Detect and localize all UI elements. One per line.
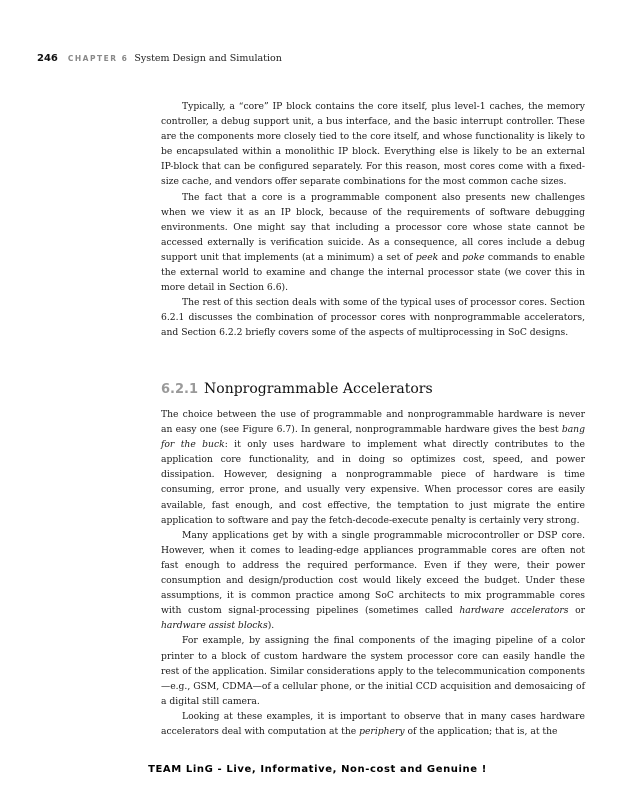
text-run: or xyxy=(568,605,585,617)
text-run: The choice between the use of programmable and nonprogrammable hardware is never an easy one (see Figure 6.7). In general, nonprogrammable hardware gives the best xyxy=(161,409,585,436)
chapter-title: System Design and Simulation xyxy=(134,53,282,64)
paragraph: Typically, a “core” IP block contains the core itself, plus level-1 caches, the memory controller, a debug support unit, a bus interface, and the basic interrupt controller. These are the components more closely tied to the core itself, and whose functionality is likely to be encapsulated within a monolithic IP block. Everything else is likely to be an external IP-block that can be configured separately. For this reason, most cores come with a fixed-size cache, and vendors offer separate combinations for the most common cache sizes. xyxy=(161,101,585,188)
running-header xyxy=(37,53,282,64)
text-run: Many applications get by with a single programmable microcontroller or DSP core. However, when it comes to leading-edge appliances programmable cores are often not fast enough to address the required performance. Even if they were, their power consumption and design/production cost would likely exceed the budget. Under these assumptions, it is common practice among SoC architects to mix programmable cores with custom signal-processing pipelines (sometimes called xyxy=(161,529,585,617)
section-title: Nonprogrammable Accelerators xyxy=(204,381,433,397)
text-run: The fact that a core is a programmable component also presents new challenges when we view it as an IP block, because of the requirements of software debugging environments. One might say that including a processor core whose state cannot be accessed externally is verification suicide. As a consequence, all cores include a debug support unit that implements (at a minimum) a set of xyxy=(161,191,585,263)
paragraph xyxy=(161,709,585,739)
paragraph: For example, by assigning the final components of the imaging pipeline of a color printer to a block of custom hardware the system processor core can easily handle the rest of the application. Similar considerations apply to the telecommunication components—e.g., GSM, CDMA—of a cellular phone, or the initial CCD acquisition and demosaicing of a digital still camera. xyxy=(161,635,585,707)
watermark-footer: TEAM LinG - Live, Informative, Non-cost and Genuine ! xyxy=(148,764,487,775)
intro-text-block xyxy=(161,99,585,341)
section-heading xyxy=(161,381,433,397)
section-number: 6.2.1 xyxy=(161,382,199,397)
text-run: ). xyxy=(267,620,275,632)
emphasis-hardware-accelerators: hardware accelerators xyxy=(459,605,569,617)
emphasis-poke: poke xyxy=(462,251,485,263)
text-run: : it only uses hardware to implement what directly contributes to the application core functionality, and in doing so optimizes cost, speed, and power dissipation. However, designing a nonprogrammable piece of hardware is time consuming, error prone, and usually very expensive. When processor cores are easily available, fast enough, and cost effective, the temptation to just migrate the entire application to software and pay the fetch-decode-execute penalty is certainly very strong. xyxy=(161,439,585,526)
emphasis-periphery: periphery xyxy=(359,725,405,737)
paragraph xyxy=(161,190,585,296)
text-run: Looking at these examples, it is important to observe that in many cases hardware accelerators deal with computation at the xyxy=(161,710,585,737)
page-number: 246 xyxy=(37,53,58,64)
text-run: and xyxy=(438,251,463,263)
paragraph: The rest of this section deals with some of the typical uses of processor cores. Section 6.2.1 discusses the combination of processor cores with nonprogrammable accelerators, and Section 6.2.2 briefly covers some of the aspects of multiprocessing in SoC designs. xyxy=(161,297,585,339)
section-text-block xyxy=(161,407,585,739)
chapter-label: CHAPTER 6 xyxy=(67,54,129,63)
paragraph xyxy=(161,528,585,634)
emphasis-bang-for-buck: bang for the buck xyxy=(161,424,585,451)
emphasis-peek: peek xyxy=(415,251,439,263)
emphasis-hardware-assist-blocks: hardware assist blocks xyxy=(161,620,268,632)
paragraph xyxy=(161,407,585,528)
text-run: of the application; that is, at the xyxy=(404,725,558,737)
text-run: commands to enable the external world to examine and change the internal processor state (we cover this in more detail in Section 6.6). xyxy=(161,251,585,294)
